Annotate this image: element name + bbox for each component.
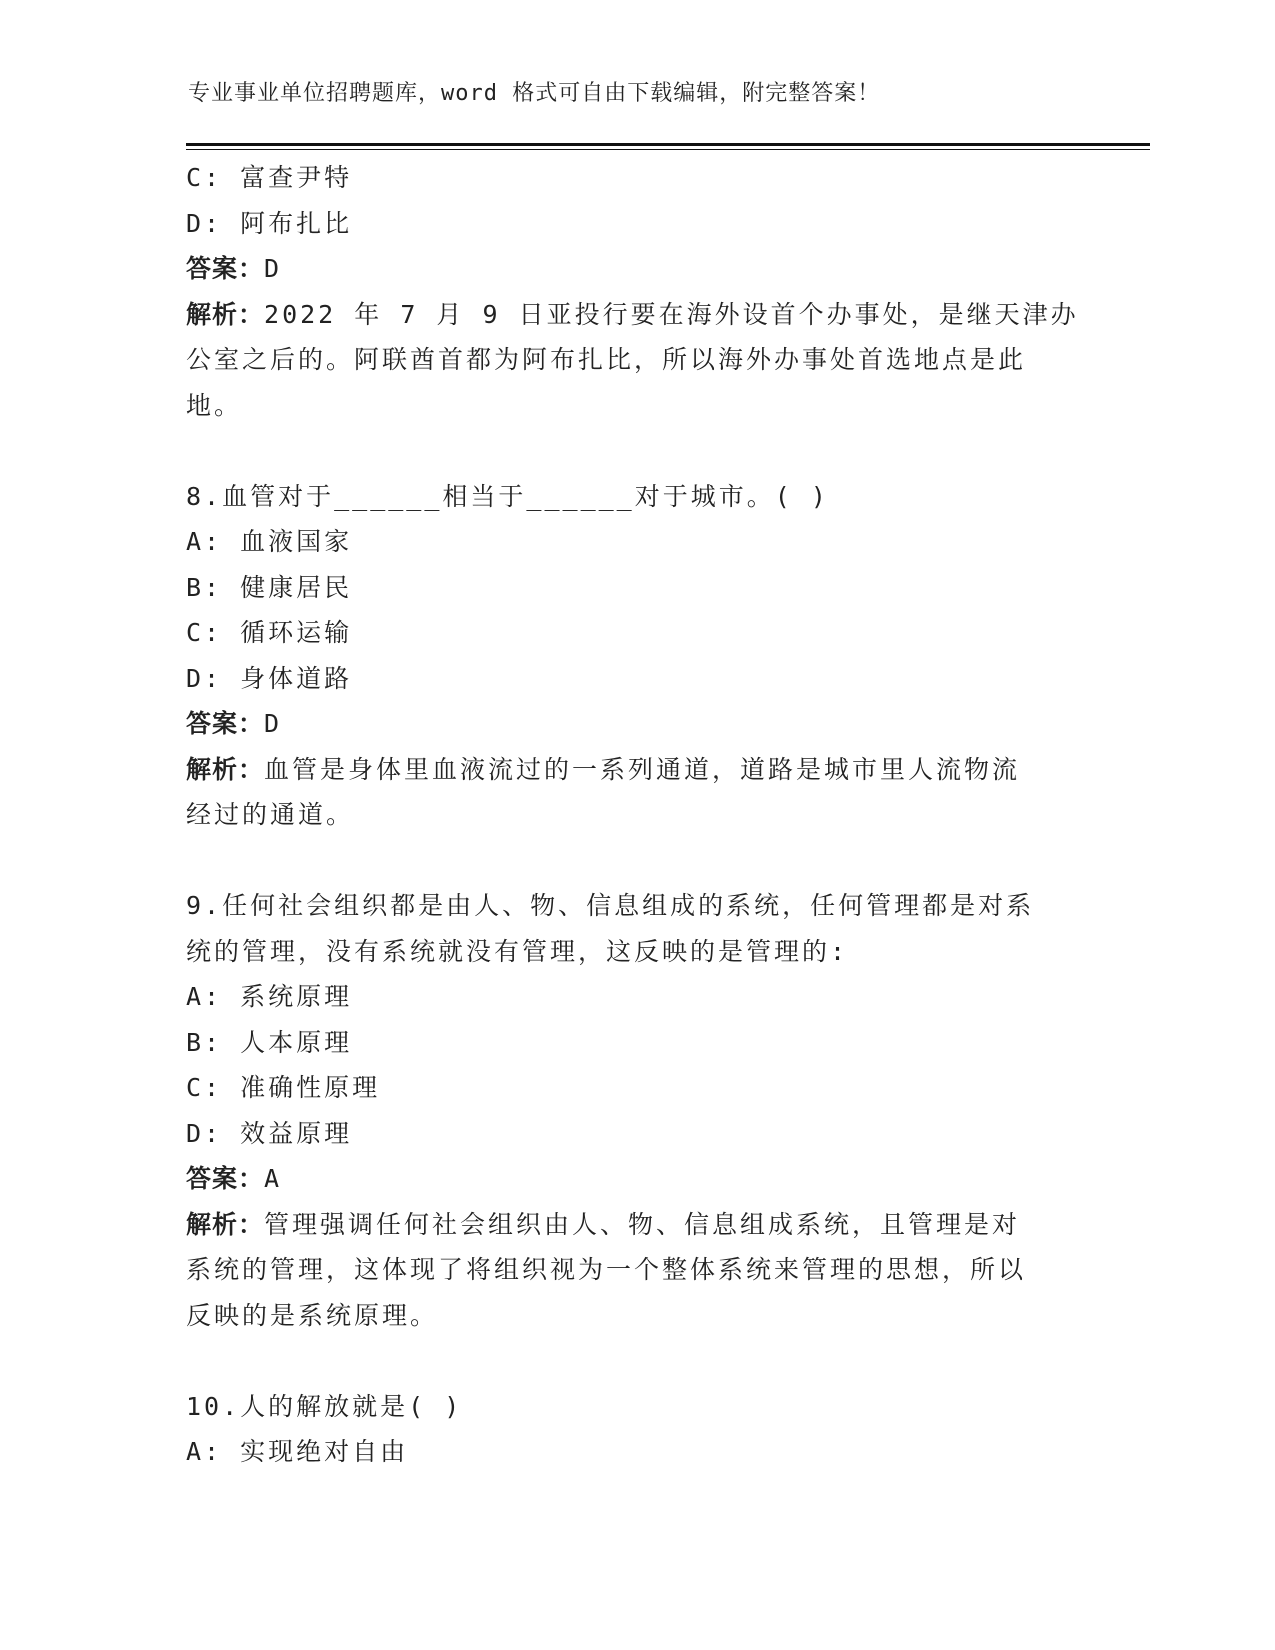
q7-explanation-text-1: 2022 年 7 月 9 日亚投行要在海外设首个办事处，是继天津办 xyxy=(264,299,1079,329)
q9-explanation-line-3: 反映的是系统原理。 xyxy=(186,1300,439,1330)
q7-answer xyxy=(186,246,1086,292)
q9-option-b: B: 人本原理 xyxy=(186,1027,353,1057)
q8-option-d: D: 身体道路 xyxy=(186,663,353,693)
explanation-label: 解析： xyxy=(186,1209,265,1239)
q8-explanation-text-1: 血管是身体里血液流过的一系列通道，道路是城市里人流物流 xyxy=(264,754,1021,784)
q8-option-c: C: 循环运输 xyxy=(186,618,353,647)
question-7 xyxy=(186,155,1086,428)
explanation-label: 解析： xyxy=(186,754,265,784)
explanation-label: 解析： xyxy=(186,299,265,329)
q10-option-a: A: 实现绝对自由 xyxy=(186,1437,409,1466)
q8-answer-value: D xyxy=(264,709,283,738)
q9-question-line-1: 9.任何社会组织都是由人、物、信息组成的系统，任何管理都是对系 xyxy=(186,891,1035,920)
spacer xyxy=(186,428,1086,474)
answer-label: 答案： xyxy=(186,709,265,738)
q10-question: 10.人的解放就是( ) xyxy=(186,1391,463,1421)
q9-explanation-line-2: 系统的管理，这体现了将组织视为一个整体系统来管理的思想，所以 xyxy=(186,1255,1027,1284)
header-rule-thick xyxy=(186,143,1150,146)
q8-option-b: B: 健康居民 xyxy=(186,572,353,602)
q8-explanation-line-2: 经过的通道。 xyxy=(186,800,355,829)
page-header: 专业事业单位招聘题库，word 格式可自由下载编辑，附完整答案！ xyxy=(188,81,881,106)
q9-question-line-2: 统的管理，没有系统就没有管理，这反映的是管理的: xyxy=(186,936,849,966)
q9-option-a: A: 系统原理 xyxy=(186,982,353,1011)
question-8 xyxy=(186,474,1086,838)
q7-answer-value: D xyxy=(264,254,283,283)
spacer xyxy=(186,838,1086,884)
q9-answer-value: A xyxy=(264,1164,283,1193)
question-10 xyxy=(186,1384,1086,1475)
q7-explanation-line-3: 地。 xyxy=(186,390,243,420)
q7-explanation-line-1 xyxy=(186,292,1086,338)
q8-answer xyxy=(186,701,1086,747)
q9-explanation-line-1 xyxy=(186,1202,1086,1248)
q7-option-c: C: 富查尹特 xyxy=(186,163,353,192)
answer-label: 答案： xyxy=(186,254,265,283)
spacer xyxy=(186,1338,1086,1384)
q8-option-a: A: 血液国家 xyxy=(186,527,353,556)
q9-option-c: C: 准确性原理 xyxy=(186,1073,381,1102)
q7-explanation-line-2: 公室之后的。阿联酋首都为阿布扎比，所以海外办事处首选地点是此 xyxy=(186,345,1027,374)
page-content xyxy=(186,155,1086,1475)
question-9 xyxy=(186,883,1086,1338)
answer-label: 答案： xyxy=(186,1164,265,1193)
header-rule-thin xyxy=(186,149,1150,150)
q8-question: 8.血管对于______相当于______对于城市。( ) xyxy=(186,481,829,511)
q7-option-d: D: 阿布扎比 xyxy=(186,208,353,238)
q9-option-d: D: 效益原理 xyxy=(186,1118,353,1148)
q8-explanation-line-1 xyxy=(186,747,1086,793)
q9-answer xyxy=(186,1156,1086,1202)
q9-explanation-text-1: 管理强调任何社会组织由人、物、信息组成系统，且管理是对 xyxy=(264,1209,1021,1239)
